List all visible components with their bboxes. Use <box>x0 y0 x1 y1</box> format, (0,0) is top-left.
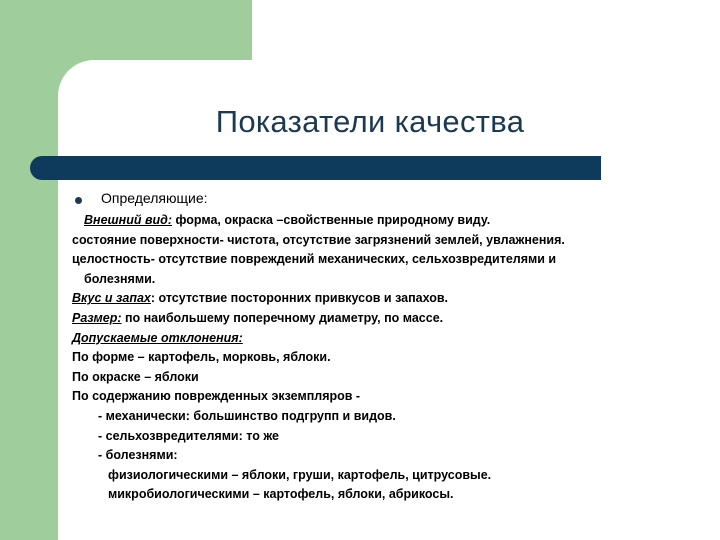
taste-line <box>72 289 647 309</box>
lead-text: Определяющие: <box>101 190 208 206</box>
diseases-line: - болезнями: <box>98 448 178 463</box>
deviations-label: Допускаемые отклонения: <box>72 330 243 345</box>
physiological-line: физиологическими – яблоки, груши, картофель, цитрусовые. <box>108 467 492 482</box>
body-text <box>72 211 647 505</box>
deviations-line <box>72 329 647 349</box>
by-damage-line: По содержанию поврежденных экземпляров - <box>72 389 361 404</box>
by-color-line: По окраске – яблоки <box>72 369 199 384</box>
appearance-text: форма, окраска –свойственные природному виду. <box>172 213 491 227</box>
size-label: Размер: <box>72 310 122 325</box>
microbiological-line: микробиологическими – картофель, яблоки, абрикосы. <box>108 487 454 502</box>
integrity-line-1: целостность- отсутствие повреждений механических, сельхозвредителями и <box>72 252 557 267</box>
appearance-label: Внешний вид: <box>84 213 173 227</box>
green-left-strip <box>0 0 58 540</box>
bullet-icon <box>75 197 82 204</box>
slide-title: Показатели качества <box>215 104 525 139</box>
taste-text: : отсутствие посторонних привкусов и запахов. <box>150 291 449 306</box>
surface-line: состояние поверхности- чистота, отсутствие загрязнений землей, увлажнения. <box>72 232 565 247</box>
by-shape-line: По форме – картофель, морковь, яблоки. <box>72 350 331 365</box>
mechanical-line: - механически: большинство подгрупп и видов. <box>98 408 396 423</box>
size-line <box>72 309 647 329</box>
pests-line: - сельхозвредителями: то же <box>98 428 279 443</box>
appearance-line <box>72 211 647 231</box>
taste-label: Вкус и запах <box>72 291 151 306</box>
size-text: по наибольшему поперечному диаметру, по массе. <box>121 310 444 325</box>
integrity-line-2: болезнями. <box>84 271 156 286</box>
title-divider-bar <box>30 156 601 180</box>
